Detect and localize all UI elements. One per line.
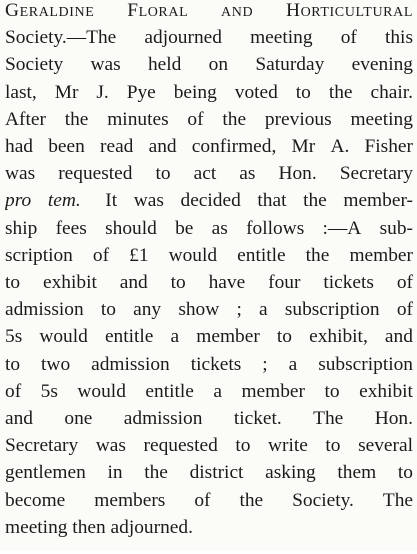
article-line: had been read and confirmed, Mr A. Fisher — [5, 136, 413, 158]
article-line-mixed — [5, 187, 413, 214]
article-line: last, Mr J. Pye being voted to the chair. — [5, 81, 413, 103]
article-line: to two admission tickets ; a subscription — [5, 353, 413, 375]
article-line: and one admission ticket. The Hon. — [5, 408, 413, 430]
latin-phrase: pro tem. — [5, 190, 81, 212]
article-line: Society was held on Saturday evening — [5, 54, 413, 76]
article-line: of 5s would entitle a member to exhibit — [5, 380, 413, 402]
article-line: ship fees should be as follows :—A sub- — [5, 217, 413, 239]
article-line: Society.—The adjourned meeting of this — [5, 27, 413, 49]
article-line: scription of £1 would entitle the member — [5, 244, 413, 266]
article-line: was requested to act as Hon. Secretary — [5, 163, 413, 185]
article-line-continuation: It was decided that the member- — [105, 190, 413, 212]
article-line: admission to any show ; a subscription of — [5, 299, 413, 321]
article-line: become members of the Society. The — [5, 489, 413, 511]
article-line: Secretary was requested to write to several — [5, 435, 413, 457]
article-line: meeting then adjourned. — [5, 516, 193, 538]
article-body — [5, 0, 413, 541]
article-line: gentlemen in the district asking them to — [5, 462, 413, 484]
article-line: to exhibit and to have four tickets of — [5, 272, 413, 294]
article-line: 5s would entitle a member to exhibit, and — [5, 326, 413, 348]
article-line: After the minutes of the previous meeting — [5, 108, 413, 130]
article-heading: Geraldine Floral and Horticultural — [5, 0, 413, 21]
article-heading-line — [5, 0, 413, 24]
